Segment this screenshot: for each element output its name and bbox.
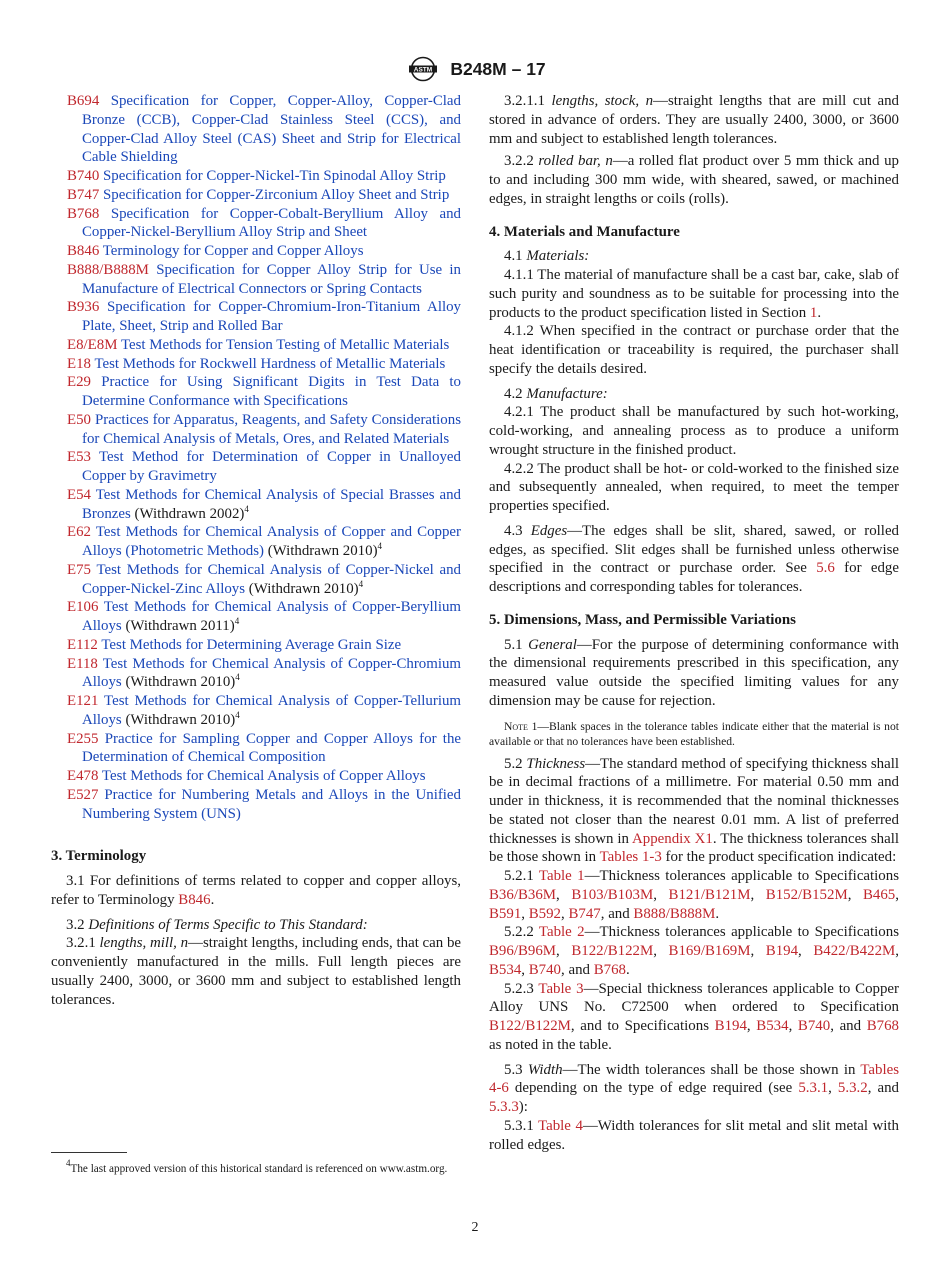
withdrawn-note: (Withdrawn 2010) bbox=[248, 580, 359, 597]
spec-link[interactable]: B534 bbox=[489, 961, 522, 978]
spec-link[interactable]: B152/B152M bbox=[765, 886, 848, 903]
reference-code[interactable]: B846 bbox=[67, 243, 100, 259]
reference-item[interactable] bbox=[67, 92, 461, 167]
link-b534[interactable]: B534 bbox=[756, 1018, 789, 1034]
reference-item[interactable] bbox=[67, 355, 461, 374]
reference-item[interactable] bbox=[67, 636, 461, 655]
reference-item[interactable] bbox=[67, 561, 461, 599]
link-b768[interactable]: B768 bbox=[866, 1018, 899, 1034]
spec-link[interactable]: B422/B422M bbox=[813, 943, 896, 959]
spec-link[interactable]: B592 bbox=[528, 905, 562, 922]
reference-title[interactable]: Specification for Copper-Zirconium Alloy Sheet and Strip bbox=[103, 186, 450, 203]
paragraph-4-2-2: 4.2.2 The product shall be hot- or cold-worked to the finished size and subsequently annealed, when required, to meet the temper properties specified. bbox=[489, 460, 899, 514]
right-column bbox=[489, 92, 899, 1154]
reference-title[interactable]: Test Methods for Chemical Analysis of Copper-Tellurium Alloys bbox=[82, 693, 461, 728]
section-heading: 4. Materials and Manufacture bbox=[489, 223, 680, 240]
paragraph-3-2-2: 3.2.2 rolled bar, n—a rolled flat product over 5 mm thick and up to and including 300 mm wide, with sheared, sawed, or machined edges, in straight lengths or coils (rolls). bbox=[489, 153, 899, 207]
link-b122[interactable]: B122/B122M bbox=[489, 1018, 571, 1034]
reference-item[interactable] bbox=[67, 486, 461, 524]
spec-list: B96/B96M, B122/B122M, B169/B169M, B194, B422/B422M, B534, B740, and B768 bbox=[489, 943, 899, 978]
footnote-ref: 4 bbox=[244, 503, 249, 514]
reference-item[interactable] bbox=[67, 448, 461, 486]
document-designation: B248M – 17 bbox=[450, 58, 546, 79]
footnote-ref: 4 bbox=[358, 578, 364, 589]
reference-code[interactable]: E62 bbox=[67, 524, 91, 541]
reference-title[interactable]: Practice for Using Significant Digits in Test Data to Determine Conformance with Specifications bbox=[82, 374, 461, 409]
reference-item[interactable] bbox=[67, 730, 461, 768]
link-5-3-1[interactable]: 5.3.1 bbox=[798, 1080, 829, 1097]
referenced-documents-list bbox=[67, 92, 461, 823]
paragraph-4-1-2: 4.1.2 When specified in the contract or purchase order that the heat identification or traceability is required, the purchaser shall specify the details desired. bbox=[489, 323, 899, 377]
reference-item[interactable] bbox=[67, 692, 461, 730]
paragraph-3-2-1: 3.2.1 lengths, mill, n—straight lengths, including ends, that can be conveniently manufactured in the mills. Full length pieces are usually 2400, 3000, or 3600 mm and subject to established length tolerances. bbox=[51, 935, 461, 1008]
footnote-ref: 4 bbox=[235, 672, 240, 683]
section-heading: 5. Dimensions, Mass, and Permissible Variations bbox=[489, 611, 796, 628]
reference-item[interactable] bbox=[67, 336, 461, 355]
reference-item[interactable] bbox=[67, 205, 461, 243]
reference-title[interactable]: Practice for Sampling Copper and Copper Alloys for the Determination of Chemical Composition bbox=[82, 730, 462, 766]
reference-title[interactable]: Test Method for Determination of Copper in Unalloyed Copper by Gravimetry bbox=[82, 449, 461, 484]
reference-title[interactable]: Test Methods for Determining Average Grain Size bbox=[101, 636, 402, 653]
reference-code[interactable]: B694 bbox=[67, 93, 100, 109]
reference-item[interactable] bbox=[67, 373, 461, 411]
withdrawn-note: (Withdrawn 2010) bbox=[267, 543, 378, 559]
paragraph-4-2: 4.2 Manufacture: bbox=[504, 385, 608, 402]
paragraph-5-3: 5.3 Width—The width tolerances shall be those shown in Tables 4-6 depending on the type of edge required (see 5.3.1, 5.3.2, and 5.3.3): bbox=[489, 1061, 899, 1115]
link-5-6[interactable]: 5.6 bbox=[816, 560, 835, 577]
reference-code[interactable]: E54 bbox=[67, 486, 91, 503]
reference-title[interactable]: Test Methods for Rockwell Hardness of Metallic Materials bbox=[94, 355, 446, 372]
spec-list: B36/B36M, B103/B103M, B121/B121M, B152/B152M, B465, B591, B592, B747, and B888/B888M bbox=[489, 886, 899, 922]
reference-item[interactable] bbox=[67, 786, 461, 824]
reference-code[interactable]: B768 bbox=[67, 205, 100, 222]
link-b846[interactable]: B846 bbox=[178, 891, 211, 908]
reference-title[interactable]: Test Methods for Chemical Analysis of Copper-Chromium Alloys bbox=[82, 655, 461, 691]
reference-title[interactable]: Specification for Copper, Copper-Alloy, Copper-Clad Bronze (CCB), Copper-Clad Stainless Steel (CCS), and Copper-Clad Alloy Steel (CAS) Sheet and Strip for Electrical Cable Shielding bbox=[82, 93, 461, 166]
reference-item[interactable] bbox=[67, 598, 461, 636]
reference-code[interactable]: B888/B888M bbox=[67, 261, 149, 278]
link-tables-1-3[interactable]: Tables 1-3 bbox=[599, 849, 662, 866]
withdrawn-note: (Withdrawn 2010) bbox=[125, 674, 236, 691]
reference-item[interactable] bbox=[67, 411, 461, 449]
paragraph-5-1: 5.1 General—For the purpose of determining conformance with the dimensional requirements prescribed in this specification, any measured value outside the specified limiting values for any dimension may be cause for rejection. bbox=[489, 636, 899, 709]
link-b740[interactable]: B740 bbox=[797, 1018, 831, 1034]
reference-title[interactable]: Specification for Copper-Nickel-Tin Spinodal Alloy Strip bbox=[103, 168, 446, 184]
reference-code[interactable]: E118 bbox=[67, 655, 98, 672]
reference-title[interactable]: Test Methods for Chemical Analysis of Copper and Copper Alloys (Photometric Methods) bbox=[82, 524, 461, 559]
reference-code[interactable]: E8/E8M bbox=[67, 336, 118, 353]
reference-title[interactable]: Specification for Copper-Cobalt-Beryllium Alloy and Copper-Nickel-Beryllium Alloy Strip and Sheet bbox=[82, 205, 461, 241]
reference-code[interactable]: E53 bbox=[67, 449, 91, 466]
reference-code[interactable]: B747 bbox=[67, 186, 100, 203]
reference-item[interactable] bbox=[67, 523, 461, 561]
spec-link[interactable]: B194 bbox=[765, 943, 799, 959]
spec-link[interactable]: B888/B888M bbox=[633, 905, 716, 922]
reference-title[interactable]: Test Methods for Chemical Analysis of Special Brasses and Bronzes bbox=[82, 486, 461, 522]
spec-link[interactable]: B591 bbox=[489, 905, 522, 922]
reference-item[interactable] bbox=[67, 167, 461, 186]
reference-item[interactable] bbox=[67, 298, 461, 336]
paragraph-4-1: 4.1 Materials: bbox=[504, 248, 590, 265]
reference-title[interactable]: Specification for Copper Alloy Strip for Use in Manufacture of Electrical Connectors or Spring Contacts bbox=[82, 261, 461, 297]
withdrawn-note: (Withdrawn 2011) bbox=[125, 618, 235, 634]
spec-link[interactable]: B768 bbox=[593, 961, 626, 978]
spec-link[interactable]: B122/B122M bbox=[571, 943, 654, 959]
paragraph-4-3: 4.3 Edges—The edges shall be slit, shared, sawed, or rolled edges, as specified. Slit edges shall be furnished unless otherwise specified in the contract or purchase order. See 5.6 for edge descriptions and corresponding tables for tolerances. bbox=[489, 522, 899, 595]
paragraph-5-2-2: 5.2.2 Table 2—Thickness tolerances applicable to Specifications B96/B96M, B122/B122M, B169/B169M, B194, B422/B422M, B534, B740, and B768. bbox=[489, 924, 899, 978]
reference-code[interactable]: E112 bbox=[67, 636, 98, 653]
reference-code[interactable]: E255 bbox=[67, 730, 99, 747]
spec-link[interactable]: B465 bbox=[862, 886, 896, 903]
note-1: Note 1—Blank spaces in the tolerance tables indicate either that the material is not available or that no tolerances have been established. bbox=[489, 719, 899, 748]
spec-link[interactable]: B36/B36M bbox=[489, 886, 557, 903]
withdrawn-note: (Withdrawn 2010) bbox=[125, 711, 236, 728]
spec-link[interactable]: B740 bbox=[528, 961, 562, 978]
section-3-terminology bbox=[51, 847, 461, 1009]
reference-item[interactable] bbox=[67, 655, 461, 693]
section-heading: 3. Terminology bbox=[51, 848, 147, 865]
reference-title[interactable]: Test Methods for Chemical Analysis of Copper-Nickel and Copper-Nickel-Zinc Alloys bbox=[82, 561, 461, 597]
reference-code[interactable]: E527 bbox=[67, 786, 99, 803]
reference-title[interactable]: Practices for Apparatus, Reagents, and Safety Considerations for Chemical Analysis of Metals, Ores, and Related Materials bbox=[82, 411, 461, 447]
reference-title[interactable]: Test Methods for Tension Testing of Metallic Materials bbox=[120, 336, 450, 353]
spec-link[interactable]: B747 bbox=[568, 905, 601, 922]
astm-logo-text: ASTM bbox=[414, 66, 433, 74]
link-table-2[interactable]: Table 2 bbox=[538, 924, 585, 941]
reference-code[interactable]: E50 bbox=[67, 411, 91, 428]
paragraph-3-2: 3.2 Definitions of Terms Specific to This Standard: bbox=[66, 916, 368, 933]
page-number: 2 bbox=[471, 1220, 479, 1235]
reference-code[interactable]: E29 bbox=[67, 374, 91, 391]
page-header bbox=[0, 56, 950, 82]
footnote-divider bbox=[51, 1152, 127, 1153]
reference-item[interactable] bbox=[67, 186, 461, 205]
reference-item[interactable] bbox=[67, 261, 461, 299]
reference-title[interactable]: Terminology for Copper and Copper Alloys bbox=[102, 243, 364, 259]
reference-code[interactable]: E75 bbox=[67, 561, 91, 578]
left-column bbox=[51, 92, 462, 1009]
link-5-3-2[interactable]: 5.3.2 bbox=[837, 1080, 868, 1097]
reference-title[interactable]: Practice for Numbering Metals and Alloys in the Unified Numbering System (UNS) bbox=[82, 786, 461, 822]
paragraph-5-2-1: 5.2.1 Table 1—Thickness tolerances applicable to Specifications B36/B36M, B103/B103M, B121/B121M, B152/B152M, B465, B591, B592, B747, and B888/B888M. bbox=[489, 868, 899, 922]
link-appendix-x1[interactable]: Appendix X1 bbox=[632, 830, 713, 847]
footnote-ref: 4 bbox=[377, 541, 383, 551]
spec-link[interactable]: B103/B103M bbox=[571, 886, 654, 903]
reference-title[interactable]: Specification for Copper-Chromium-Iron-Titanium Alloy Plate, Sheet, Strip and Rolled Bar bbox=[82, 299, 461, 334]
footnote: $^4$The last approved version of this historical standard is referenced on www.astm.org. bbox=[66, 1158, 448, 1175]
link-5-3-3[interactable]: 5.3.3 bbox=[489, 1099, 519, 1115]
reference-code[interactable]: E18 bbox=[67, 355, 91, 372]
link-table-4[interactable]: Table 4 bbox=[538, 1117, 583, 1134]
link-tables-4-6[interactable]: Tables 4-6 bbox=[489, 1061, 899, 1097]
link-table-1[interactable]: Table 1 bbox=[538, 868, 585, 884]
footnote-ref: 4 bbox=[234, 616, 240, 626]
paragraph-3-1: 3.1 For definitions of terms related to copper and copper alloys, refer to Terminology B846. bbox=[51, 873, 461, 908]
reference-item[interactable] bbox=[67, 242, 461, 261]
paragraph-5-2: 5.2 Thickness—The standard method of specifying thickness shall be in decimal fractions of a millimetre. For material 0.50 mm and under in thickness, it is recommended that the nominal thicknesses be stated not closer than the nearest 0.01 mm. A list of preferred thicknesses is shown in Appendix X1. The thickness tolerances shall be those shown in Tables 1-3 for the product specification indicated: bbox=[489, 755, 899, 866]
spec-link[interactable]: B96/B96M bbox=[489, 943, 557, 959]
reference-code[interactable]: B740 bbox=[67, 168, 100, 184]
link-table-3[interactable]: Table 3 bbox=[538, 980, 584, 997]
paragraph-5-2-3: 5.2.3 Table 3—Special thickness tolerances applicable to Copper Alloy UNS No. C72500 when ordered to Specification B122/B122M, and to Specifications B194, B534, B740, and B768 as noted in the table. bbox=[489, 980, 899, 1053]
reference-code[interactable]: E478 bbox=[67, 768, 99, 784]
footnote-ref: 4 bbox=[235, 709, 240, 720]
paragraph-4-1-1: 4.1.1 The material of manufacture shall be a cast bar, cake, slab of such purity and soundness as to be suitable for processing into the products to the product specification listed in Section 1. bbox=[489, 267, 899, 321]
reference-item[interactable] bbox=[67, 767, 461, 786]
paragraph-5-3-1: 5.3.1 Table 4—Width tolerances for slit metal and slit metal with rolled edges. bbox=[489, 1117, 899, 1153]
paragraph-3-2-1-1: 3.2.1.1 lengths, stock, n—straight lengths that are mill cut and stored in advance of orders. They are usually 2400, 3000, or 3600 mm and subject to established length tolerances. bbox=[489, 93, 899, 147]
reference-title[interactable]: Test Methods for Chemical Analysis of Copper-Beryllium Alloys bbox=[82, 599, 461, 634]
reference-code[interactable]: E121 bbox=[67, 693, 99, 709]
spec-link[interactable]: B169/B169M bbox=[668, 943, 751, 959]
link-section-1[interactable]: 1 bbox=[809, 304, 818, 321]
reference-code[interactable]: E106 bbox=[67, 599, 99, 616]
reference-code[interactable]: B936 bbox=[67, 299, 100, 316]
link-b194[interactable]: B194 bbox=[714, 1018, 747, 1034]
withdrawn-note: (Withdrawn 2002) bbox=[134, 505, 245, 522]
reference-title[interactable]: Test Methods for Chemical Analysis of Copper Alloys bbox=[101, 768, 426, 784]
astm-logo-icon bbox=[404, 56, 442, 82]
paragraph-4-2-1: 4.2.1 The product shall be manufactured by such hot-working, cold-working, and annealing process as to produce a uniform wrought structure in the finished product. bbox=[489, 404, 899, 458]
spec-link[interactable]: B121/B121M bbox=[668, 886, 751, 903]
